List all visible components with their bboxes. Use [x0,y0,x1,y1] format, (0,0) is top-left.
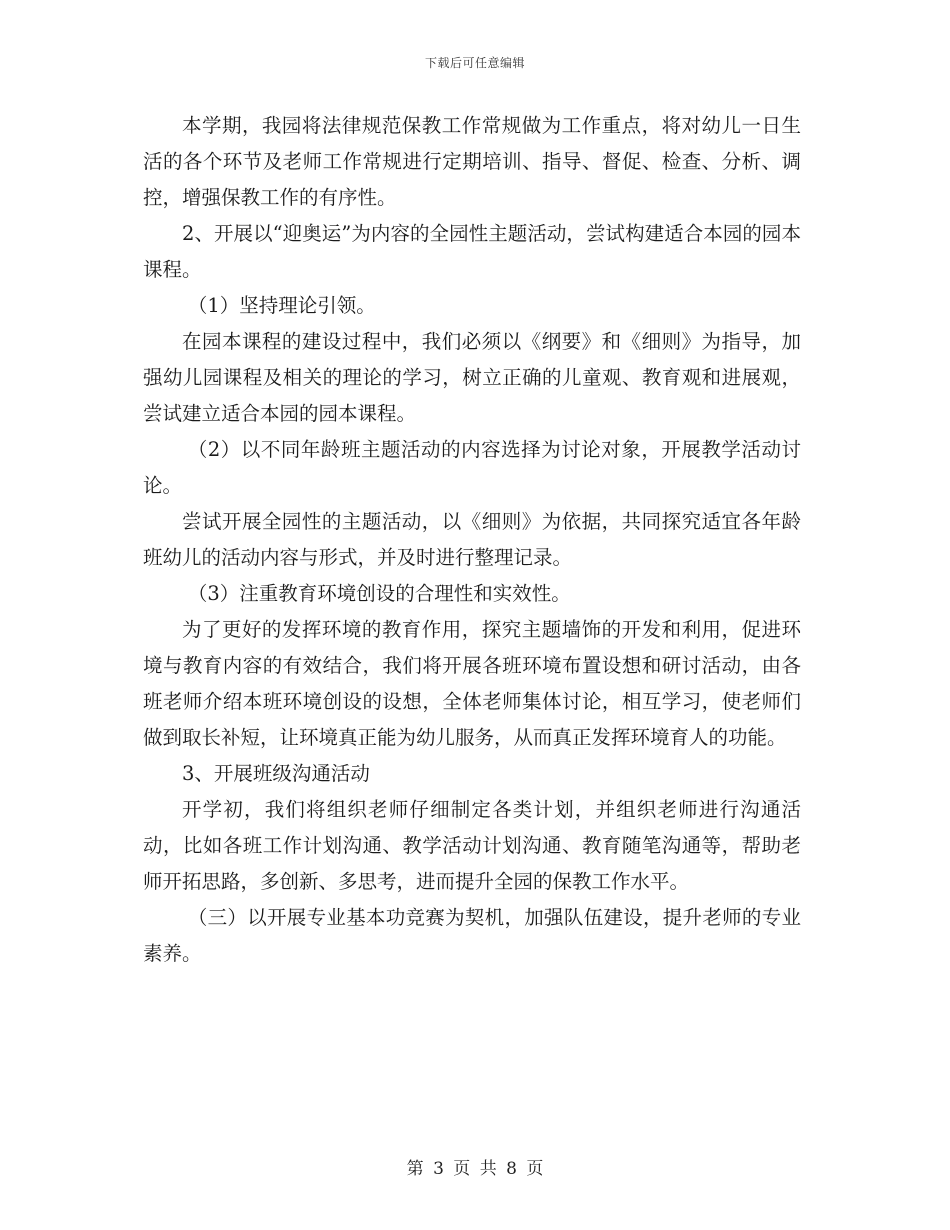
paragraph-theme-activities: 尝试开展全园性的主题活动，以《细则》为依据，共同探究适宜各年龄班幼儿的活动内容与形式，并及时进行整理记录。 [143,510,801,569]
paragraph-sub-2-discussion: （2）以不同年龄班主题活动的内容选择为讨论对象，开展教学活动讨论。 [143,438,801,497]
page-header: 下载后可任意编辑 [424,56,525,70]
paragraph-sub-3-environment: （3）注重教育环境创设的合理性和实效性。 [187,582,571,605]
paragraph-item-3-class-communication: 3、开展班级沟通活动 [182,762,370,785]
paragraph-semester-plans: 开学初，我们将组织老师仔细制定各类计划，并组织老师进行沟通活动，比如各班工作计划沟通、教学活动计划沟通、教育随笔沟通等，帮助老师开拓思路，多创新、多思考，进而提升全园的保教工作水平。 [143,798,801,893]
page-number-footer: 第 3 页 共 8 页 [406,1159,544,1179]
document-body [143,108,801,972]
paragraph-curriculum-building: 在园本课程的建设过程中，我们必须以《纲要》和《细则》为指导，加强幼儿园课程及相关的理论的学习，树立正确的儿童观、教育观和进展观，尝试建立适合本园的园本课程。 [143,330,801,425]
paragraph-item-2-olympics-theme: 2、开展以“迎奥运”为内容的全园性主题活动，尝试构建适合本园的园本课程。 [143,222,801,281]
paragraph-routine-standards: 本学期，我园将法律规范保教工作常规做为工作重点，将对幼儿一日生活的各个环节及老师工作常规进行定期培训、指导、督促、检查、分析、调控，增强保教工作的有序性。 [143,114,801,209]
paragraph-sub-1-theory: （1）坚持理论引领。 [187,294,376,317]
paragraph-section-3-competition: （三）以开展专业基本功竞赛为契机，加强队伍建设，提升老师的专业素养。 [143,906,801,965]
paragraph-environment-role: 为了更好的发挥环境的教育作用，探究主题墙饰的开发和利用，促进环境与教育内容的有效结合，我们将开展各班环境布置设想和研讨活动，由各班老师介绍本班环境创设的设想，全体老师集体讨论，相互学习，使老师们做到取长补短，让环境真正能为幼儿服务，从而真正发挥环境育人的功能。 [143,618,801,749]
